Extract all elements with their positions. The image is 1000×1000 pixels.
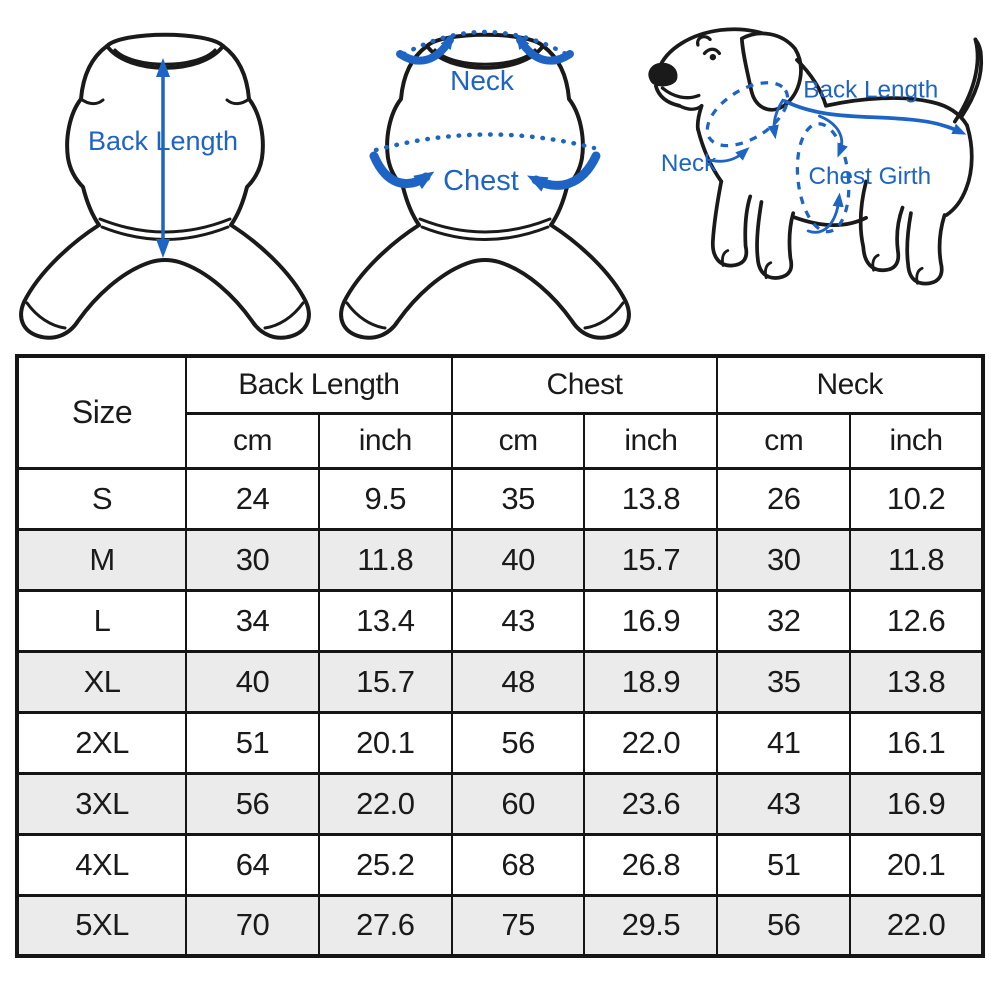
measurement-diagrams bbox=[0, 0, 1000, 348]
cell-value: 68 bbox=[452, 834, 585, 895]
table-row-2xl bbox=[17, 712, 983, 773]
cell-value: 13.4 bbox=[319, 590, 452, 651]
cell-value: 34 bbox=[186, 590, 319, 651]
size-table bbox=[15, 354, 985, 958]
cell-value: 16.1 bbox=[850, 712, 983, 773]
unit-back-length-cm: cm bbox=[186, 413, 319, 468]
dog-chest-girth-label: Chest Girth bbox=[808, 163, 932, 191]
cell-value: 43 bbox=[717, 773, 850, 834]
unit-neck-inch: inch bbox=[850, 413, 983, 468]
cell-value: 56 bbox=[717, 895, 850, 956]
neck-label: Neck bbox=[450, 65, 514, 96]
back-length-label: Back Length bbox=[87, 126, 239, 156]
cell-value: 10.2 bbox=[850, 468, 983, 529]
cell-value: 16.9 bbox=[584, 590, 717, 651]
cell-value: 23.6 bbox=[584, 773, 717, 834]
cell-value: 64 bbox=[186, 834, 319, 895]
cell-value: 48 bbox=[452, 651, 585, 712]
cell-value: 13.8 bbox=[584, 468, 717, 529]
cell-value: 9.5 bbox=[319, 468, 452, 529]
table-group-header-row bbox=[17, 356, 983, 413]
cell-value: 24 bbox=[186, 468, 319, 529]
cell-value: 20.1 bbox=[319, 712, 452, 773]
dog-back-length-label: Back Length bbox=[803, 76, 939, 104]
cell-value: 27.6 bbox=[319, 895, 452, 956]
cell-value: 18.9 bbox=[584, 651, 717, 712]
cell-size: L bbox=[17, 590, 186, 651]
cell-value: 40 bbox=[186, 651, 319, 712]
header-neck: Neck bbox=[717, 356, 983, 413]
cell-value: 25.2 bbox=[319, 834, 452, 895]
header-chest: Chest bbox=[452, 356, 718, 413]
cell-value: 15.7 bbox=[584, 529, 717, 590]
cell-value: 22.0 bbox=[850, 895, 983, 956]
cell-value: 29.5 bbox=[584, 895, 717, 956]
cell-value: 26 bbox=[717, 468, 850, 529]
cell-value: 15.7 bbox=[319, 651, 452, 712]
cell-value: 35 bbox=[717, 651, 850, 712]
table-row-4xl bbox=[17, 834, 983, 895]
cell-size: S bbox=[17, 468, 186, 529]
table-row-5xl bbox=[17, 895, 983, 956]
cell-value: 30 bbox=[717, 529, 850, 590]
cell-size: 4XL bbox=[17, 834, 186, 895]
cell-size: 5XL bbox=[17, 895, 186, 956]
cell-value: 22.0 bbox=[584, 712, 717, 773]
cell-value: 16.9 bbox=[850, 773, 983, 834]
cell-value: 56 bbox=[452, 712, 585, 773]
cell-value: 26.8 bbox=[584, 834, 717, 895]
cell-value: 30 bbox=[186, 529, 319, 590]
cell-size: M bbox=[17, 529, 186, 590]
cell-size: 2XL bbox=[17, 712, 186, 773]
cell-value: 75 bbox=[452, 895, 585, 956]
cell-value: 70 bbox=[186, 895, 319, 956]
cell-value: 11.8 bbox=[319, 529, 452, 590]
table-row-xl bbox=[17, 651, 983, 712]
dog-back-length-curve bbox=[774, 100, 960, 133]
figure-garment-front-view bbox=[330, 0, 640, 345]
unit-chest-cm: cm bbox=[452, 413, 585, 468]
cell-value: 40 bbox=[452, 529, 585, 590]
cell-value: 20.1 bbox=[850, 834, 983, 895]
dog-neck-label: Neck bbox=[660, 150, 717, 178]
cell-value: 56 bbox=[186, 773, 319, 834]
table-row-l bbox=[17, 590, 983, 651]
cell-value: 43 bbox=[452, 590, 585, 651]
cell-value: 41 bbox=[717, 712, 850, 773]
cell-value: 13.8 bbox=[850, 651, 983, 712]
table-row-3xl bbox=[17, 773, 983, 834]
cell-value: 22.0 bbox=[319, 773, 452, 834]
cell-value: 11.8 bbox=[850, 529, 983, 590]
cell-value: 35 bbox=[452, 468, 585, 529]
chest-label: Chest bbox=[443, 165, 519, 197]
cell-value: 32 bbox=[717, 590, 850, 651]
unit-neck-cm: cm bbox=[717, 413, 850, 468]
figure-dog-view bbox=[640, 0, 995, 332]
table-row-m bbox=[17, 529, 983, 590]
cell-value: 51 bbox=[186, 712, 319, 773]
table-row-s bbox=[17, 468, 983, 529]
figure-garment-back-view bbox=[0, 0, 330, 345]
garment-outline bbox=[21, 35, 309, 338]
header-back-length: Back Length bbox=[186, 356, 452, 413]
header-size: Size bbox=[17, 356, 186, 468]
cell-value: 60 bbox=[452, 773, 585, 834]
cell-size: XL bbox=[17, 651, 186, 712]
unit-chest-inch: inch bbox=[584, 413, 717, 468]
cell-value: 12.6 bbox=[850, 590, 983, 651]
cell-value: 51 bbox=[717, 834, 850, 895]
cell-size: 3XL bbox=[17, 773, 186, 834]
unit-back-length-inch: inch bbox=[319, 413, 452, 468]
